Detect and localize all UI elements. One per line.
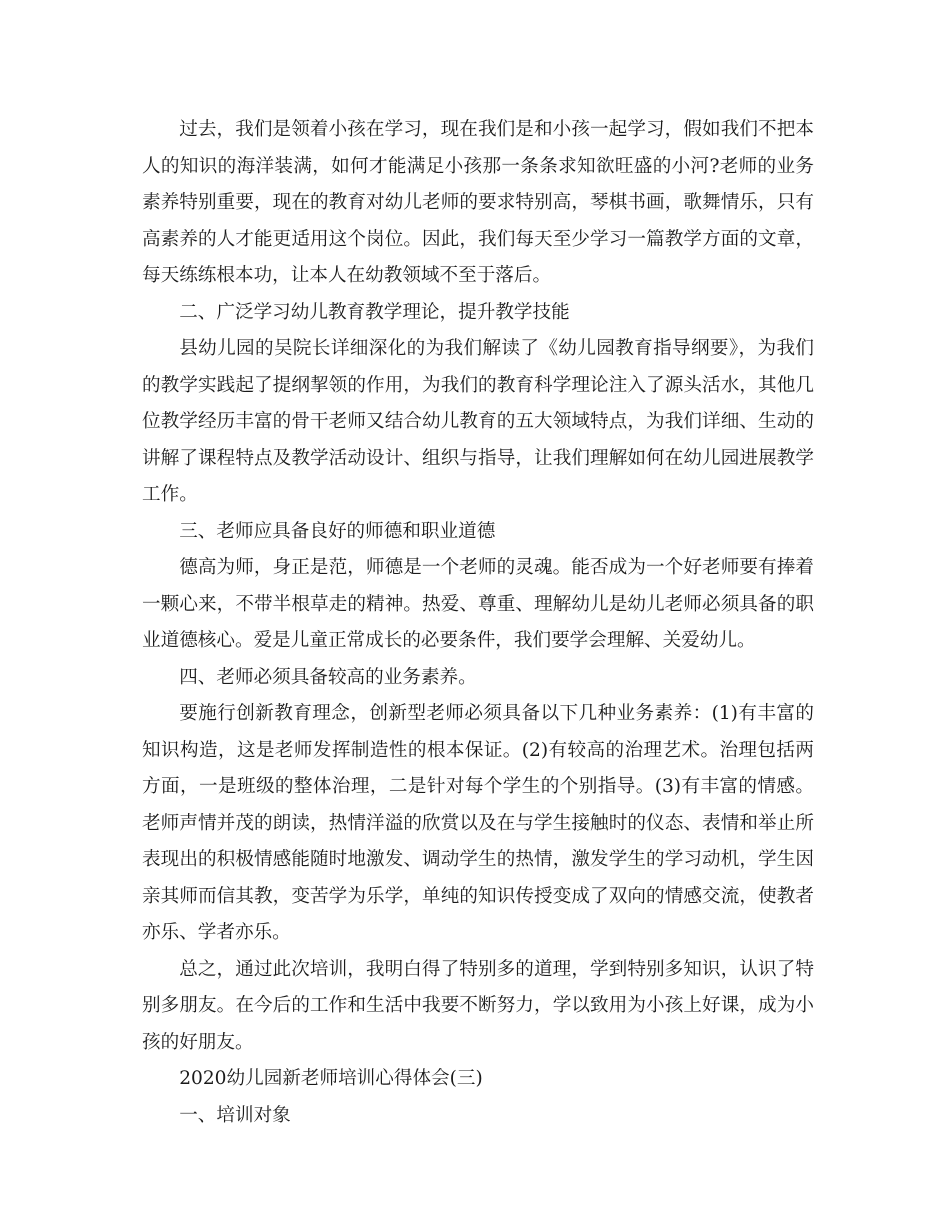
document-subtitle: 2020幼儿园新老师培训心得体会(三) (179, 1068, 483, 1089)
paragraph-conclusion: 总之，通过此次培训，我明白得了特别多的道理，学到特别多知识，认识了特别多朋友。在今后的工作和生活中我要不断努力，学以致用为小孩上好课，成为小孩的好朋友。 (142, 958, 814, 1053)
section-heading-2: 二、广泛学习幼儿教育教学理论，提升教学技能 (179, 301, 570, 323)
paragraph-competence: 要施行创新教育理念，创新型老师必须具备以下几种业务素养：(1)有丰富的知识构造，这是老师发挥制造性的根本保证。(2)有较高的治理艺术。治理包括两方面，一是班级的整体治理，二是针对每个学生的个别指导。(3)有丰富的情感。老师声情并茂的朗读，热情洋溢的欣赏以及在与学生接触时的仪态、表情和举止所表现出的积极情感能随时地激发、调动学生的热情，激发学生的学习动机，学生因亲其师而信其教，变苦学为乐学，单纯的知识传授变成了双向的情感交流，使教者亦乐、学者亦乐。 (142, 703, 814, 943)
paragraph-intro: 过去，我们是领着小孩在学习，现在我们是和小孩一起学习，假如我们不把本人的知识的海洋装满，如何才能满足小孩那一条条求知欲旺盛的小河?老师的业务素养特别重要，现在的教育对幼儿老师的要求特别高，琴棋书画，歌舞情乐，只有高素养的人才能更适用这个岗位。因此，我们每天至少学习一篇教学方面的文章，每天练练根本功，让本人在幼教领域不至于落后。 (142, 119, 814, 286)
paragraph-theory: 县幼儿园的吴院长详细深化的为我们解读了《幼儿园教育指导纲要》，为我们的教学实践起了提纲挈领的作用，为我们的教育科学理论注入了源头活水，其他几位教学经历丰富的骨干老师又结合幼儿教育的五大领域特点，为我们详细、生动的讲解了课程特点及教学活动设计、组织与指导，让我们理解如何在幼儿园进展教学工作。 (142, 338, 814, 505)
document-body (142, 112, 814, 1134)
paragraph-ethics: 德高为师，身正是范，师德是一个老师的灵魂。能否成为一个好老师要有捧着一颗心来，不带半根草走的精神。热爱、尊重、理解幼儿是幼儿老师必须具备的职业道德核心。爱是儿童正常成长的必要条件，我们要学会理解、关爱幼儿。 (142, 557, 814, 651)
section-heading-3: 三、老师应具备良好的师德和职业道德 (179, 520, 496, 542)
section-heading-1: 一、培训对象 (179, 1104, 291, 1126)
section-heading-4: 四、老师必须具备较高的业务素养。 (179, 666, 477, 688)
